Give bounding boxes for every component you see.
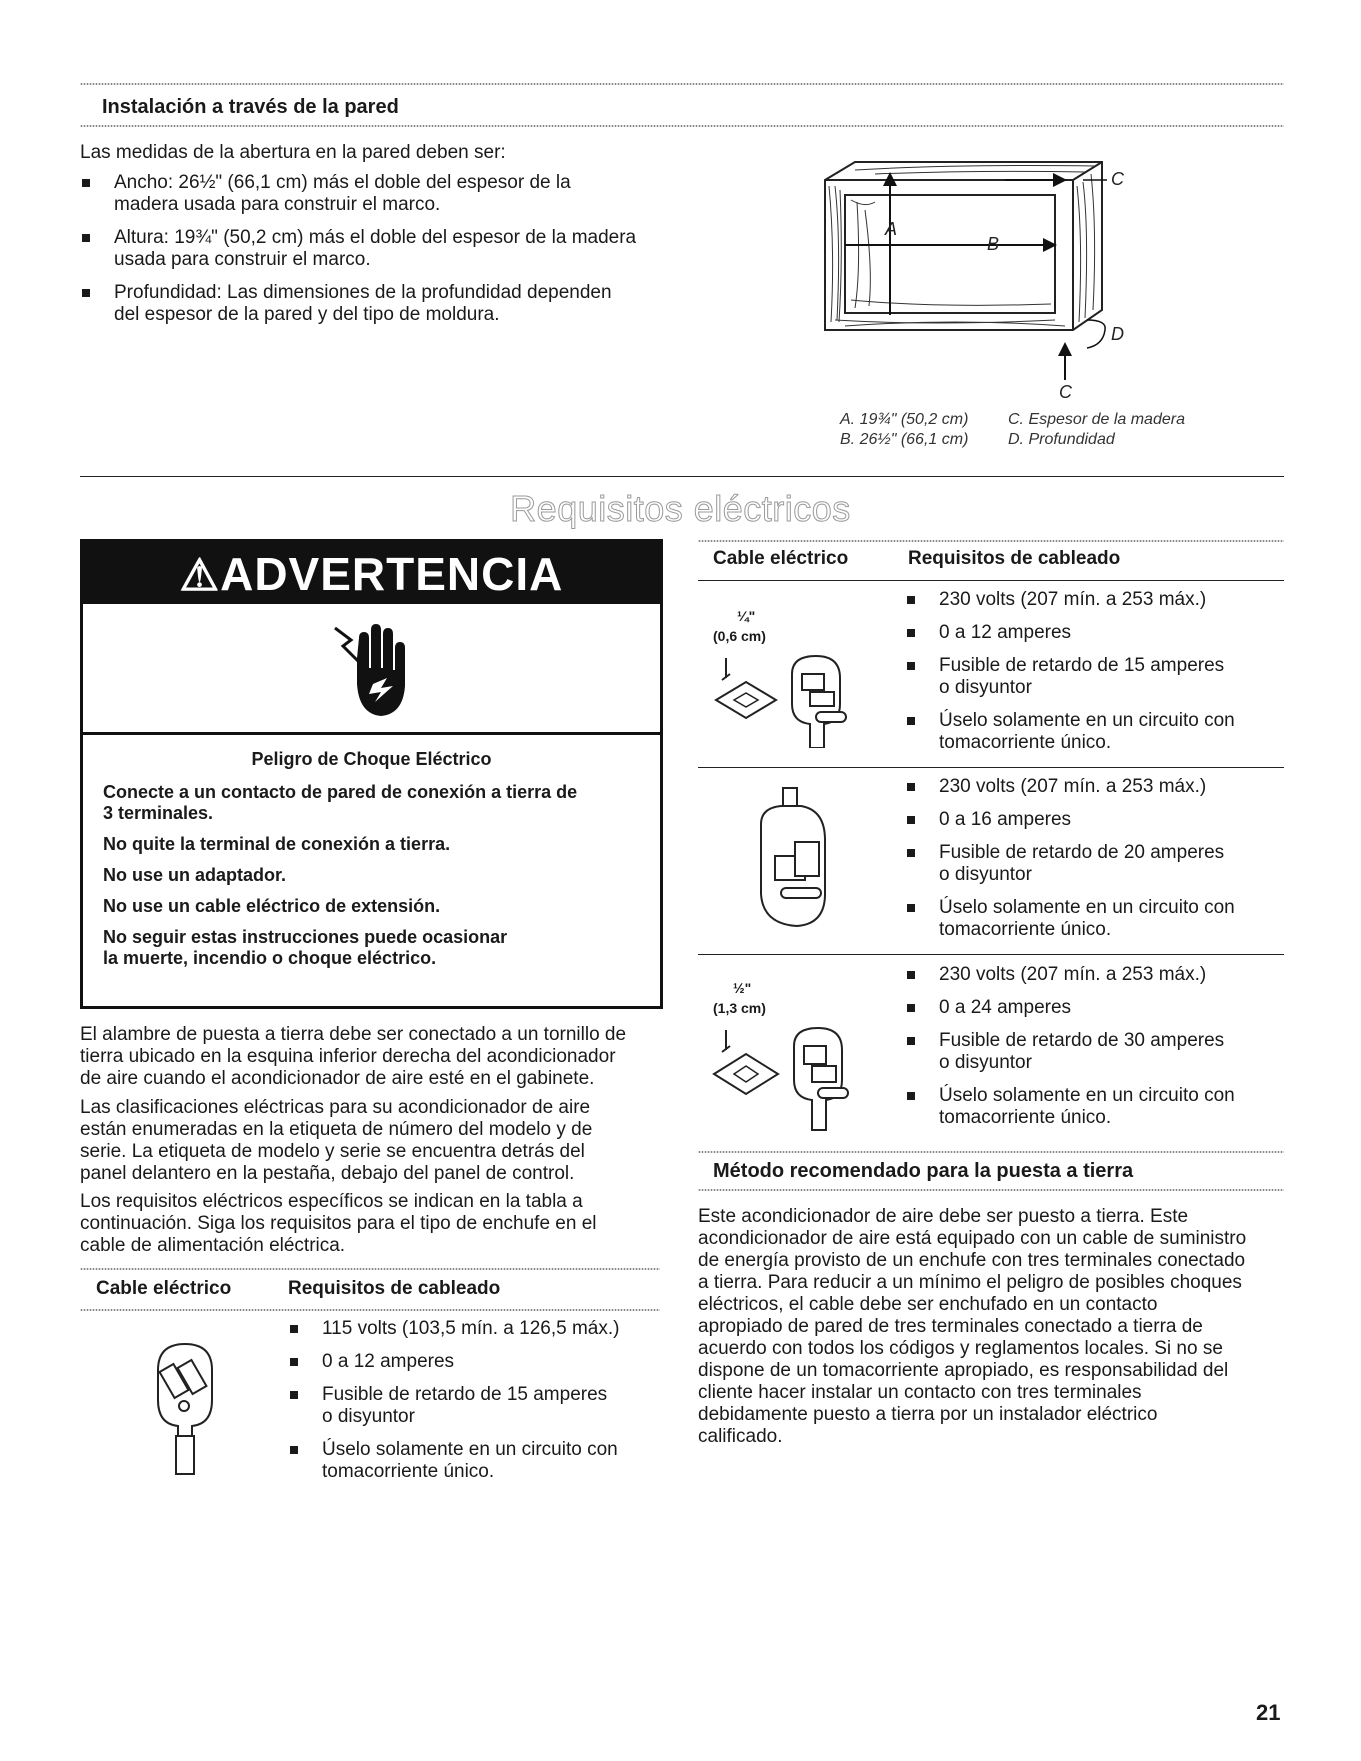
- right-table-rule-top: [698, 539, 1284, 543]
- list-item: 230 volts (207 mín. a 253 máx.): [905, 776, 1285, 798]
- plug-115v-icon: [150, 1340, 220, 1480]
- wall-opening-diagram: [815, 150, 1175, 400]
- warning-line: No use un adaptador.: [103, 865, 287, 885]
- top-dotted-rule: [80, 82, 1284, 86]
- wall-install-list: [80, 172, 680, 337]
- plug-230v-12a-icon: [698, 648, 888, 748]
- row1-requirements: [905, 589, 1285, 765]
- section-divider: [80, 476, 1284, 477]
- row3-dim-cm: (1,3 cm): [713, 1000, 766, 1016]
- warning-header: ⚠ADVERTENCIA: [83, 542, 660, 604]
- warning-line: No quite la terminal de conexión a tierra.: [103, 834, 451, 854]
- page-number: 21: [1256, 1700, 1281, 1725]
- list-item: 115 volts (103,5 mín. a 126,5 máx.): [288, 1318, 668, 1340]
- diagram-label-b: B: [987, 234, 1000, 254]
- list-item: Úselo solamente en un circuito con tomacorriente único.: [905, 1085, 1285, 1129]
- warning-line: No use un cable eléctrico de extensión.: [103, 896, 441, 916]
- list-item: Altura: 19¾" (50,2 cm) más el doble del espesor de la madera usada para construir el marco.: [80, 227, 680, 271]
- warning-line: Conecte a un contacto de pared de conexión a tierra de 3 terminales.: [103, 782, 578, 823]
- left-table-rule-top: [80, 1267, 660, 1271]
- grounding-paragraph: Este acondicionador de aire debe ser puesto a tierra. Este acondicionador de aire está equipado con un cable de suministro de energía provisto de un enchufe con tres terminales conectado a tierra. Para reducir a un mínimo el peligro de posibles choques eléctricos, el cable debe ser enchufado en un contacto apropiado de pared de tres terminales conectado a tierra de acuerdo con todos los códigos y reglamentos locales. Si no se dispone de un tomacorriente apropiado, es responsabilidad del cliente hacer instalar un contacto con tres terminales debidamente puesto a tierra por un instalador eléctrico calificado.: [698, 1206, 1247, 1447]
- left-table-header-cable: Cable eléctrico: [96, 1278, 232, 1299]
- caption-a: A. 19¾" (50,2 cm): [840, 411, 969, 428]
- right-table-header-requirements: Requisitos de cableado: [908, 548, 1121, 569]
- left-table-header-requirements: Requisitos de cableado: [288, 1278, 501, 1299]
- list-item: 0 a 16 amperes: [905, 809, 1285, 831]
- plug-230v-24a-icon: [698, 1022, 888, 1132]
- grounding-wire-paragraph: El alambre de puesta a tierra debe ser conectado a un tornillo de tierra ubicado en la esquina inferior derecha del acondicionador de aire cuando el acondicionador de aire esté en el gabinete.: [80, 1024, 627, 1089]
- right-table-header-line: [698, 580, 1284, 581]
- warning-instructions: [83, 770, 660, 969]
- list-item: 0 a 12 amperes: [288, 1351, 668, 1373]
- row3-dim-inch: ½": [733, 980, 752, 996]
- caption-d: D. Profundidad: [1008, 431, 1115, 448]
- ratings-paragraph: Las clasificaciones eléctricas para su acondicionador de aire están enumeradas en la etiqueta de número del modelo y de serie. La etiqueta de modelo y serie se encuentra detrás del panel delantero en la pestaña, debajo del panel de control.: [80, 1097, 593, 1184]
- row3-requirements: [905, 964, 1285, 1140]
- row2-requirements: [905, 776, 1285, 952]
- diagram-label-a: A: [885, 219, 898, 239]
- shock-icon-panel: [83, 604, 660, 735]
- plug-230v-16a-icon: [745, 784, 845, 954]
- list-item: 230 volts (207 mín. a 253 máx.): [905, 589, 1285, 611]
- warning-box: [80, 539, 663, 1009]
- warning-line: No seguir estas instrucciones puede ocasionar la muerte, incendio o choque eléctrico.: [103, 927, 508, 968]
- list-item: Ancho: 26½" (66,1 cm) más el doble del espesor de la madera usada para construir el marco.: [80, 172, 680, 216]
- wall-install-title: Instalación a través de la pared: [102, 96, 399, 118]
- diagram-label-c-top: C: [1111, 169, 1124, 189]
- left-table-rule-bottom: [80, 1308, 660, 1312]
- list-item: Fusible de retardo de 15 amperes o disyuntor: [288, 1384, 668, 1428]
- diagram-label-d: D: [1111, 324, 1124, 344]
- list-item: Úselo solamente en un circuito con tomacorriente único.: [905, 897, 1285, 941]
- caption-c: C. Espesor de la madera: [1008, 411, 1185, 428]
- caption-b: B. 26½" (66,1 cm): [840, 431, 969, 448]
- row1-dim-cm: (0,6 cm): [713, 628, 766, 644]
- grounding-rule-top: [698, 1150, 1284, 1154]
- right-table-header-cable: Cable eléctrico: [713, 548, 849, 569]
- list-item: Úselo solamente en un circuito con tomacorriente único.: [288, 1439, 668, 1483]
- list-item: Profundidad: Las dimensiones de la profundidad dependen del espesor de la pared y del tipo de moldura.: [80, 282, 680, 326]
- list-item: 0 a 24 amperes: [905, 997, 1285, 1019]
- title-dotted-rule: [80, 124, 1284, 128]
- warning-triangle-icon: ⚠: [179, 551, 221, 600]
- diagram-label-c-bottom: C: [1059, 382, 1072, 400]
- grounding-rule-bottom: [698, 1188, 1284, 1192]
- warning-subtitle: Peligro de Choque Eléctrico: [251, 749, 492, 769]
- list-item: 0 a 12 amperes: [905, 622, 1285, 644]
- row1-dim-inch: ¼": [737, 608, 756, 624]
- right-table-row-divider: [698, 954, 1284, 955]
- left-table-requirements: [288, 1318, 668, 1494]
- list-item: Fusible de retardo de 15 amperes o disyuntor: [905, 655, 1285, 699]
- list-item: Fusible de retardo de 20 amperes o disyuntor: [905, 842, 1285, 886]
- electric-shock-hand-icon: [329, 622, 419, 722]
- grounding-title: Método recomendado para la puesta a tierra: [713, 1160, 1134, 1182]
- requirements-paragraph: Los requisitos eléctricos específicos se indican en la tabla a continuación. Siga los requisitos para el tipo de enchufe en el cable de alimentación eléctrica.: [80, 1191, 597, 1256]
- list-item: Úselo solamente en un circuito con tomacorriente único.: [905, 710, 1285, 754]
- wall-install-intro: Las medidas de la abertura en la pared deben ser:: [80, 142, 506, 163]
- right-table-row-divider: [698, 767, 1284, 768]
- list-item: 230 volts (207 mín. a 253 máx.): [905, 964, 1285, 986]
- section-title: Requisitos eléctricos: [510, 488, 851, 529]
- list-item: Fusible de retardo de 30 amperes o disyuntor: [905, 1030, 1285, 1074]
